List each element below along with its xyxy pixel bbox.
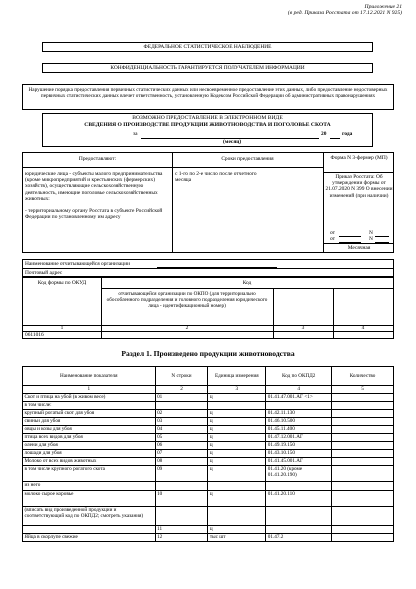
cell-line-no: 11 [155, 526, 208, 534]
cell-unit: ц [208, 526, 266, 534]
cell-quantity[interactable] [332, 450, 394, 458]
cell-unit: ц [208, 426, 266, 434]
title-box [42, 113, 373, 147]
ot-2: от [330, 236, 335, 242]
cell-quantity[interactable] [332, 482, 394, 491]
cell-unit [208, 402, 266, 410]
cell-line-no: 04 [155, 426, 208, 434]
okud-label: Код формы по ОКУД [37, 280, 87, 286]
cell-quantity[interactable] [332, 507, 394, 526]
section-1-body [23, 394, 394, 542]
cell-okpd2 [266, 402, 332, 410]
th-quantity: Количество [332, 367, 394, 386]
section-1-title: Раздел 1. Произведено продукции животноводства [121, 349, 295, 358]
cell-okpd2: 01.42.11.130 [266, 410, 332, 418]
table-row [23, 410, 394, 418]
stat-observation-box [42, 42, 373, 52]
cell-unit [208, 482, 266, 491]
when-text: с 1-го по 2-е число после отчетного месяца [175, 171, 257, 184]
cell-okpd2: 01.41.20.110 [266, 491, 332, 507]
table-row [23, 482, 394, 491]
table-row [23, 402, 394, 410]
cell-indicator: свиньи для убоя [23, 418, 156, 426]
cell-line-no: 10 [155, 491, 208, 507]
table-row [23, 534, 394, 542]
n-2-line [375, 242, 389, 243]
cell-quantity[interactable] [332, 466, 394, 482]
table-row [23, 418, 394, 426]
code-num-1: 1 [60, 325, 64, 331]
form-header-line [323, 172, 394, 173]
ot-2-line [339, 242, 361, 243]
submission-divider-2 [323, 153, 324, 252]
violation-notice-text: Нарушение порядка предоставления первичных статистических данных или несвоевременное предоставление этих данных, либо предоставление недостоверных первичных статистических данных влечет ответственность, установленную Кодексом Российской Федерации об административных правонарушениях [28, 87, 388, 99]
cell-unit: ц [208, 466, 266, 482]
th-num-4: 4 [266, 386, 332, 394]
col-when: Сроки предоставления [221, 156, 274, 162]
cell-unit: ц [208, 434, 266, 442]
ot-1-line [339, 236, 361, 237]
who-text-2: - территориальному органу Росстата в субъекте Российской Федерации по установленному им адресу [25, 208, 163, 221]
confidentiality-label: КОНФИДЕНЦИАЛЬНОСТЬ ГАРАНТИРУЕТСЯ ПОЛУЧАТЕЛЕМ ИНФОРМАЦИИ [110, 65, 305, 71]
codes-block [22, 277, 394, 339]
th-num-1: 1 [23, 386, 156, 394]
cell-okpd2: 01.47.2 [266, 534, 332, 542]
cell-okpd2: 01.47.12.001.АГ [266, 434, 332, 442]
year-number: 20 [321, 131, 327, 137]
cell-okpd2: 01.41.47.001.АГ <1> [266, 394, 332, 402]
cell-quantity[interactable] [332, 491, 394, 507]
form-title: СВЕДЕНИЯ О ПРОИЗВОДСТВЕ ПРОДУКЦИИ ЖИВОТНОВОДСТВА И ПОГОЛОВЬЕ СКОТА [84, 122, 331, 128]
cell-quantity[interactable] [332, 394, 394, 402]
codes-line-1 [101, 288, 393, 289]
cell-line-no [155, 482, 208, 491]
cell-indicator: в том числе: [23, 402, 156, 410]
monthly-label: Месячная [347, 245, 371, 251]
stat-observation-label: ФЕДЕРАЛЬНОЕ СТАТИСТИЧЕСКОЕ НАБЛЮДЕНИЕ [143, 44, 272, 50]
code-num-4: 4 [361, 325, 365, 331]
cell-quantity[interactable] [332, 458, 394, 466]
table-row [23, 442, 394, 450]
col-who: Предоставляют: [78, 156, 117, 162]
org-block [22, 259, 394, 277]
n-2: N [369, 236, 373, 242]
cell-okpd2: 01.43.10.150 [266, 450, 332, 458]
n-1-line [375, 236, 389, 237]
violation-notice-box [22, 84, 394, 110]
cell-indicator: крупный рогатый скот для убоя [23, 410, 156, 418]
cell-okpd2: 01.41.45.001.АГ [266, 458, 332, 466]
cell-line-no: 06 [155, 442, 208, 450]
table-row [23, 526, 394, 534]
confidentiality-box [42, 63, 373, 73]
table-header-row [23, 367, 394, 386]
cell-line-no [155, 507, 208, 526]
table-row [23, 434, 394, 442]
code-label: Код [242, 280, 252, 286]
n-1: N [369, 230, 373, 236]
table-row [23, 507, 394, 526]
cell-unit: ц [208, 442, 266, 450]
cell-quantity[interactable] [332, 402, 394, 410]
th-num-3: 3 [208, 386, 266, 394]
cell-indicator: из него [23, 482, 156, 491]
cell-unit: ц [208, 394, 266, 402]
ot-1: от [330, 230, 335, 236]
cell-unit: ц [208, 450, 266, 458]
table-row [23, 491, 394, 507]
cell-line-no: 07 [155, 450, 208, 458]
th-unit: Единица измерения [208, 367, 266, 386]
table-row [23, 426, 394, 434]
cell-unit: ц [208, 491, 266, 507]
cell-quantity[interactable] [332, 442, 394, 450]
th-line-no: N строки [155, 367, 208, 386]
section-1-table [22, 366, 394, 542]
month-caption: (месяц) [223, 139, 242, 145]
year-word: года [342, 131, 353, 137]
cell-okpd2 [266, 526, 332, 534]
year-line [330, 138, 340, 139]
cell-quantity[interactable] [332, 426, 394, 434]
table-row [23, 450, 394, 458]
cell-unit: ц [208, 458, 266, 466]
cell-unit [208, 507, 266, 526]
annex-line2: (в ред. Приказа Росстата от 17.12.2021 N 925) [287, 10, 402, 17]
cell-line-no: 05 [155, 434, 208, 442]
th-okpd2: Код по ОКПД2 [266, 367, 332, 386]
table-header-nums-row [23, 386, 394, 394]
cell-okpd2: 01.45.11.400 [266, 426, 332, 434]
table-row [23, 466, 394, 482]
org-name-label: Наименование отчитывающейся организации [25, 261, 130, 267]
cell-indicator [23, 526, 156, 534]
cell-okpd2: 01.46.10.500 [266, 418, 332, 426]
cell-quantity[interactable] [332, 410, 394, 418]
cell-indicator: птица всех видов для убоя [23, 434, 156, 442]
cell-line-no: 02 [155, 410, 208, 418]
okud-value: 0611016 [25, 332, 44, 338]
submission-header-line [23, 167, 323, 168]
code-num-2: 2 [185, 325, 189, 331]
cell-line-no: 01 [155, 394, 208, 402]
cell-quantity[interactable] [332, 434, 394, 442]
table-row [23, 394, 394, 402]
cell-okpd2: 01.41.20 (кроме 01.41.20.190) [266, 466, 332, 482]
cell-quantity[interactable] [332, 534, 394, 542]
cell-okpd2: 01.49.19.150 [266, 442, 332, 450]
okpo-label: отчитывающейся организации по ОКПО (для территориально обособленного подразделения и головного подразделения юридического лица - идентификационный номер) [106, 291, 268, 309]
table-row [23, 458, 394, 466]
cell-indicator: овцы и козы для убоя [23, 426, 156, 434]
org-divider [23, 268, 393, 269]
cell-unit: тыс шт [208, 534, 266, 542]
monthly-line [323, 243, 394, 244]
electronic-label: ВОЗМОЖНО ПРЕДОСТАВЛЕНИЕ В ЭЛЕКТРОННОМ ВИДЕ [132, 115, 283, 121]
cell-okpd2 [266, 507, 332, 526]
th-num-5: 5 [332, 386, 394, 394]
annex-note [288, 4, 402, 17]
cell-okpd2 [266, 482, 332, 491]
cell-line-no: 08 [155, 458, 208, 466]
cell-unit: ц [208, 410, 266, 418]
cell-indicator: Яйца в скорлупе свежие [23, 534, 156, 542]
th-indicator: Наименование показателя [23, 367, 156, 386]
cell-quantity[interactable] [332, 418, 394, 426]
cell-indicator: Молоко от всех видов животных [23, 458, 156, 466]
cell-indicator: Скот и птица на убой (в живом весе) [23, 394, 156, 402]
cell-line-no: 09 [155, 466, 208, 482]
cell-indicator: (вписать вид произведенной продукции и соответствующий код по ОКПД2; смотреть указания) [23, 507, 156, 526]
submission-block [22, 152, 394, 253]
order-text: Приказ Росстата: Об утверждении формы от 21.07.2020 N 399 О внесении изменений (при наличии) [325, 174, 393, 199]
address-label: Почтовый адрес [25, 270, 63, 276]
annex-line1: Приложение 21 [364, 4, 402, 10]
who-text: юридические лица - субъекты малого предпринимательства (кроме микропредприятий и крестьянских (фермерских) хозяйств), осуществляющие сельскохозяйственную деятельность, имеющие поголовье сельскохозяйственных животных: [25, 171, 163, 202]
cell-indicator: олени для убоя [23, 442, 156, 450]
th-num-2: 2 [155, 386, 208, 394]
cell-indicator: лошади для убоя [23, 450, 156, 458]
cell-indicator: молоко сырое коровье [23, 491, 156, 507]
cell-indicator: в том числе крупного рогатого скота [23, 466, 156, 482]
code-num-3: 3 [301, 325, 305, 331]
cell-line-no: 03 [155, 418, 208, 426]
cell-line-no [155, 402, 208, 410]
cell-quantity[interactable] [332, 526, 394, 534]
za-label: за [133, 131, 138, 137]
cell-line-no: 12 [155, 534, 208, 542]
cell-unit: ц [208, 418, 266, 426]
col-form: Форма N 3-фермер (МП) [330, 155, 388, 161]
